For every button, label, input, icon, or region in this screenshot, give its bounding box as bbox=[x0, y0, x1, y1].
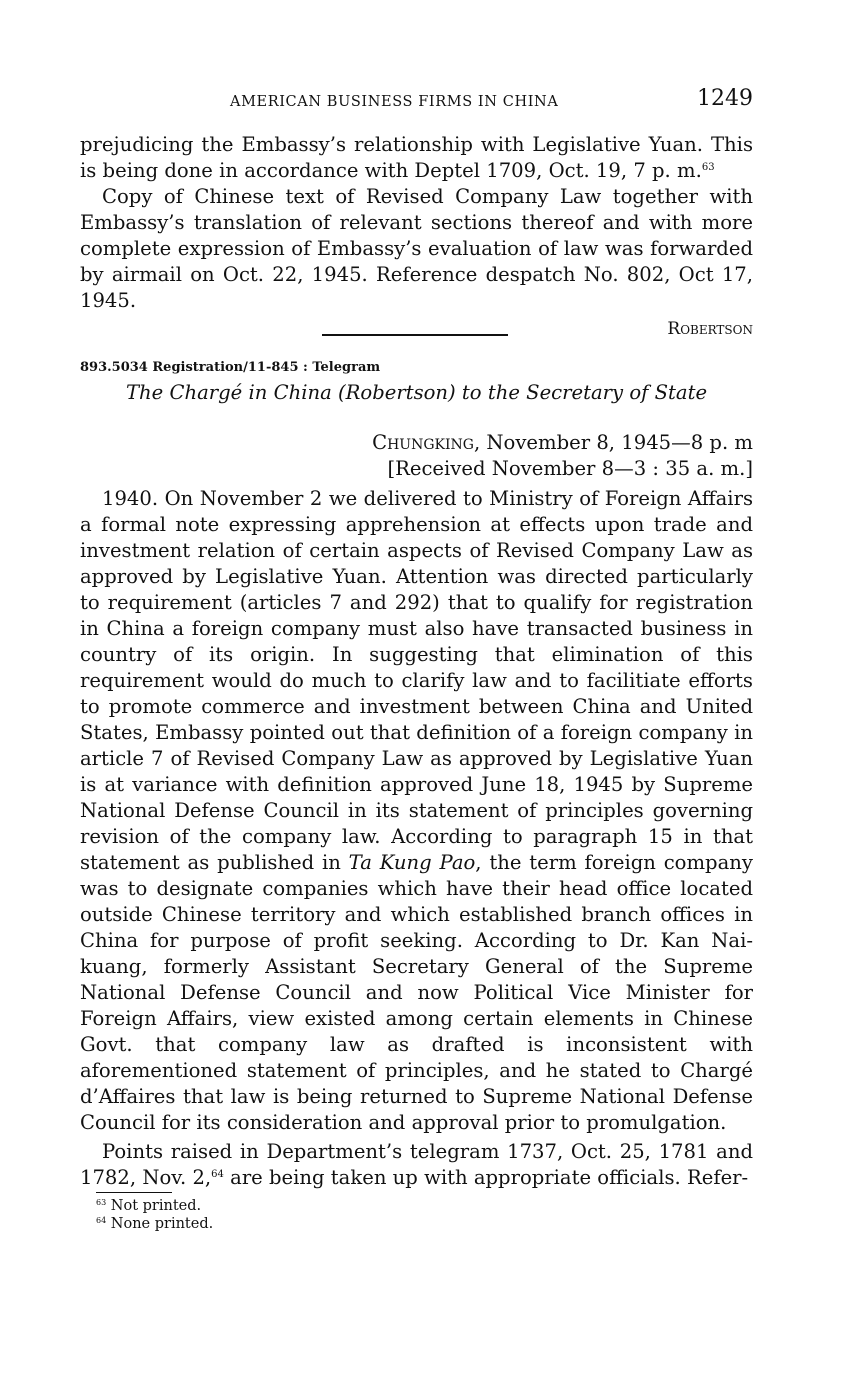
dateline bbox=[372, 430, 753, 482]
page-header bbox=[80, 86, 753, 118]
paragraph: Points raised in Department’s telegram 1737, Oct. 25, 1781 and 1782, Nov. 2,64 are being taken up with appropriate officials. Refer- bbox=[80, 1140, 753, 1189]
footnote: $^{64}$ None printed. bbox=[96, 1216, 214, 1232]
sent-date: November 8, 1945—8 p. m bbox=[480, 431, 753, 454]
section-divider bbox=[322, 334, 508, 336]
previous-telegram-ending bbox=[80, 132, 753, 342]
telegram-body bbox=[80, 486, 753, 1191]
document-reference: 893.5034 Registration/11-845 : Telegram bbox=[80, 360, 381, 375]
document-title: The Chargé in China (Robertson) to the Secretary of State bbox=[125, 381, 708, 404]
sent-line bbox=[372, 430, 753, 456]
running-title: AMERICAN BUSINESS FIRMS IN CHINA bbox=[230, 94, 559, 110]
paragraph: 1940. On November 2 we delivered to Ministry of Foreign Affairs a formal note expressing apprehension at effects upon trade and investment relation of certain aspects of Revised Company Law as approved by Legislative Yuan. Attention was directed particularly to requirement (articles 7 and 292) that to qualify for registration in China a foreign company must also have transacted business in country of its origin. In suggesting that elimination of this requirement would do much to clarify law and to facilitiate efforts to promote commerce and investment between China and United States, Embassy pointed out that definition of a foreign company in article 7 of Revised Company Law as approved by Legislative Yuan is at variance with definition approved June 18, 1945 by Supreme National Defense Council in its statement of principles governing revision of the company law. According to paragraph 15 in that statement as published in Ta Kung Pao, the term foreign company was to designate companies which have their head office located outside Chinese territory and which established branch offices in China for purpose of profit seeking. According to Dr. Kan Nai-kuang, formerly Assistant Secretary General of the Supreme National Defense Council and now Political Vice Minister for Foreign Affairs, view existed among certain elements in Chinese Govt. that company law as drafted is inconsistent with aforementioned statement of principles, and he stated to Chargé d’Affaires that law is being returned to Supreme National Defense Council for its consideration and approval prior to promulgation. bbox=[80, 487, 753, 1134]
footnote-ref: 64 bbox=[211, 1169, 224, 1180]
footnote-ref: 63 bbox=[701, 162, 715, 173]
received-line: [Received November 8—3 : 35 a. m.] bbox=[387, 457, 753, 480]
newspaper-name: Ta Kung Pao bbox=[348, 851, 476, 874]
footnote: $^{63}$ Not printed. bbox=[96, 1198, 202, 1214]
place-name: Chungking, bbox=[372, 431, 481, 454]
paragraph: Copy of Chinese text of Revised Company Law together with Embassy’s translation of relevant sections thereof and with more complete expression of Embassy’s evaluation of law was forwarded by airmail on Oct. 22, 1945. Reference despatch No. 802, Oct 17, 1945. bbox=[80, 185, 753, 312]
signature: Robertson bbox=[667, 319, 753, 339]
paragraph: prejudicing the Embassy’s relationship with Legislative Yuan. This is being done in accordance with Deptel 1709, Oct. 19, 7 p. m.$^{63}$ bbox=[80, 133, 753, 182]
page-number: 1249 bbox=[697, 86, 753, 111]
footnotes bbox=[96, 1192, 214, 1233]
